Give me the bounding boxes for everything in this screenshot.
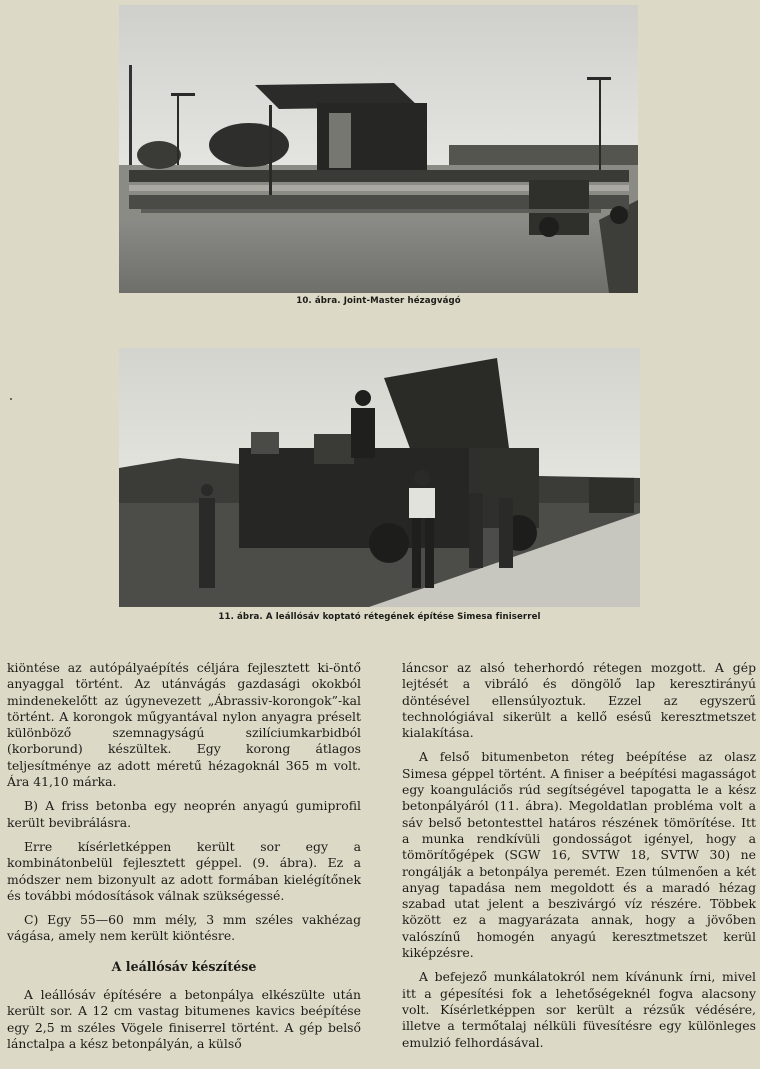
figure-11-caption: 11. ábra. A leállósáv koptató rétegének építése Simesa finiserrel [218,612,541,622]
left-column [7,660,361,1060]
paragraph: Erre kísérletképpen került sor egy a kombinátonbelül fejlesztett géppel. (9. ábra). Ez a módszer nem bizonyult az adott formában kielégítőnek és további módosítások válnak szükségessé. [7,838,361,903]
paragraph: kiöntése az autópályaépítés céljára fejlesztett ki-öntő anyaggal történt. Az utánvágás gazdasági okokból mindenekelőtt az úgynevezett „Ábrassiv-korongok”-kal történt. A korongok műgyantával nylon anyagra préselt különböző szemnagyságú szilíciumkarbidból (korborund) készültek. Egy korong átlagos teljesítménye az adott méretű hézagoknál 365 m volt. Ára 41,10 márka. [7,660,361,790]
figure-11-photo [119,348,640,607]
paragraph: A felső bitumenbeton réteg beépítése az olasz Simesa géppel történt. A finiser a beépítési magasságot egy koanguláciős rúd segítségével tapogatta le a kész betonpályáról (11. ábra). Megoldatlan probléma volt a sáv belső betontesttel határos részének tömörítése. Itt a munka rendkívüli gondosságot igényel, hogy a tömörítőgépek (SGW 16, SVTW 18, SVTW 30) ne rongálják a betonpálya peremét. Ezen túlmenően a két anyag tapadása nem megoldott és a maradó hézag szabad utat jelent a beszivárgó víz részére. Többek között ez a magyarázata annak, hogy a jövőben valószínű homogén anyagú keresztmetszet kerül kiképzésre. [402,749,756,961]
figure-10-photo [119,5,638,293]
figure-10-caption: 10. ábra. Joint-Master hézagvágó [296,296,461,306]
section-heading: A leállósáv készítése [111,958,257,974]
paragraph: A leállósáv építésére a betonpálya elkészülte után került sor. A 12 cm vastag bitumenes kavics beépítése egy 2,5 m széles Vögele finiserrel történt. A gép belső lánctalpa a kész betonpályán, a külső [7,987,361,1051]
paragraph: A befejező munkálatokról nem kívánunk írni, mivel itt a gépesítési fok a lehetőségeknél fogva alacsony volt. Kísérletképpen sor került a rézsűk védésére, illetve a termőtalaj nélküli füvesítésre egy különleges emulzió felhordásával. [402,969,756,1050]
margin-mark [10,398,12,400]
right-column [402,660,756,1059]
paragraph: C) Egy 55—60 mm mély, 3 mm széles vakhézag vágása, amely nem került kiöntésre. [7,912,361,944]
paragraph: láncsor az alsó teherhordó rétegen mozgott. A gép lejtését a vibráló és döngölő lap keresztirányú döntésével ellensúlyoztuk. Ezzel az egyszerű technológiával sikerült a kellő esésű keresztmetszet kialakítása. [402,660,756,741]
paragraph: B) A friss betonba egy neoprén anyagú gumiprofil került bevibrálásra. [7,798,361,830]
